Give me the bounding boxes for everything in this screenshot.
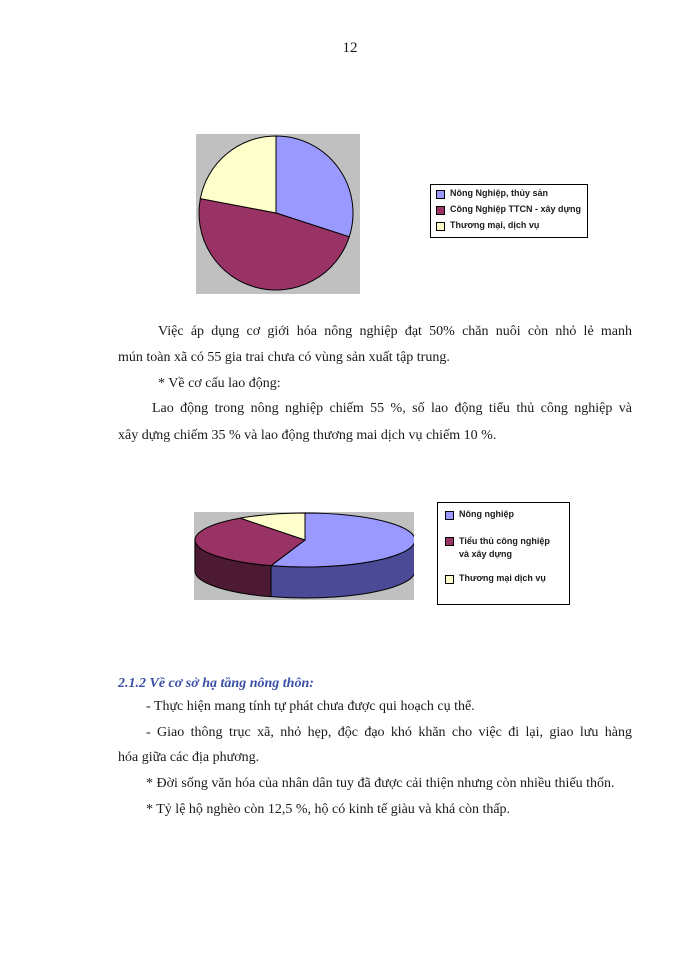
legend-2-swatch-agriculture [445,511,454,520]
pie-chart-1 [196,134,360,294]
legend-2-swatch-industry [445,537,454,546]
pie-chart-2-legend [437,502,570,605]
legend-1-swatch-services [436,222,445,231]
page-number: 12 [342,40,358,56]
infrastructure-item-1: - Thực hiện mang tính tự phát chưa được qui hoạch cụ thể. [146,699,475,714]
legend-2-entry-industry [445,535,562,573]
legend-2-swatch-services [445,575,454,584]
legend-1-entry-agriculture [436,188,582,204]
pie-chart-1-legend [430,184,588,238]
pie-chart-2-svg [194,512,414,600]
paragraph-mechanization-line-2: mún toàn xã có 55 gia trai chưa có vùng sản xuất tập trung. [118,350,450,365]
legend-2-entry-agriculture [445,509,562,535]
pie-chart-2 [194,512,414,600]
legend-1-swatch-agriculture [436,190,445,199]
paragraph-labor-line-1: Lao động trong nông nghiệp chiếm 55 %, số lao động tiểu thủ công nghiệp và [152,401,632,416]
section-heading-infrastructure: 2.1.2 Về cơ sở hạ tầng nông thôn: [118,676,314,691]
legend-1-entry-industry [436,204,582,220]
legend-1-entry-services [436,220,582,236]
paragraph-mechanization-line-1: Việc áp dụng cơ giới hóa nông nghiệp đạt 50% chăn nuôi còn nhỏ lẻ manh [158,324,632,339]
legend-2-label-industry: Tiểu thủ công nghiệp và xây dựng [459,536,550,559]
pie-chart-1-svg [196,134,360,294]
legend-1-label-industry: Công Nghiệp TTCN - xây dựng [450,204,582,214]
legend-2-entry-services [445,573,562,591]
infrastructure-item-4: * Tỷ lệ hộ nghèo còn 12,5 %, hộ có kinh tế giàu và khá còn thấp. [146,802,511,817]
legend-1-label-services: Thương mại, dịch vụ [450,220,540,230]
labor-structure-heading: * Về cơ cấu lao động: [158,376,281,391]
infrastructure-item-2-line-2: hóa giữa các địa phương. [118,750,260,765]
legend-1-label-agriculture: Nông Nghiệp, thủy sản [450,188,548,198]
legend-2-label-agriculture: Nông nghiệp [459,509,514,519]
legend-1-swatch-industry [436,206,445,215]
infrastructure-item-2-line-1: - Giao thông trục xã, nhỏ hẹp, độc đạo khó khăn cho việc đi lại, giao lưu hàng [146,725,632,740]
legend-2-label-services: Thương mại dịch vụ [459,573,546,583]
paragraph-labor-line-2: xây dựng chiếm 35 % và lao động thương mai dịch vụ chiếm 10 %. [118,428,497,443]
infrastructure-item-3: * Đời sống văn hóa của nhân dân tuy đã được cải thiện nhưng còn nhiều thiếu thốn. [146,776,615,791]
